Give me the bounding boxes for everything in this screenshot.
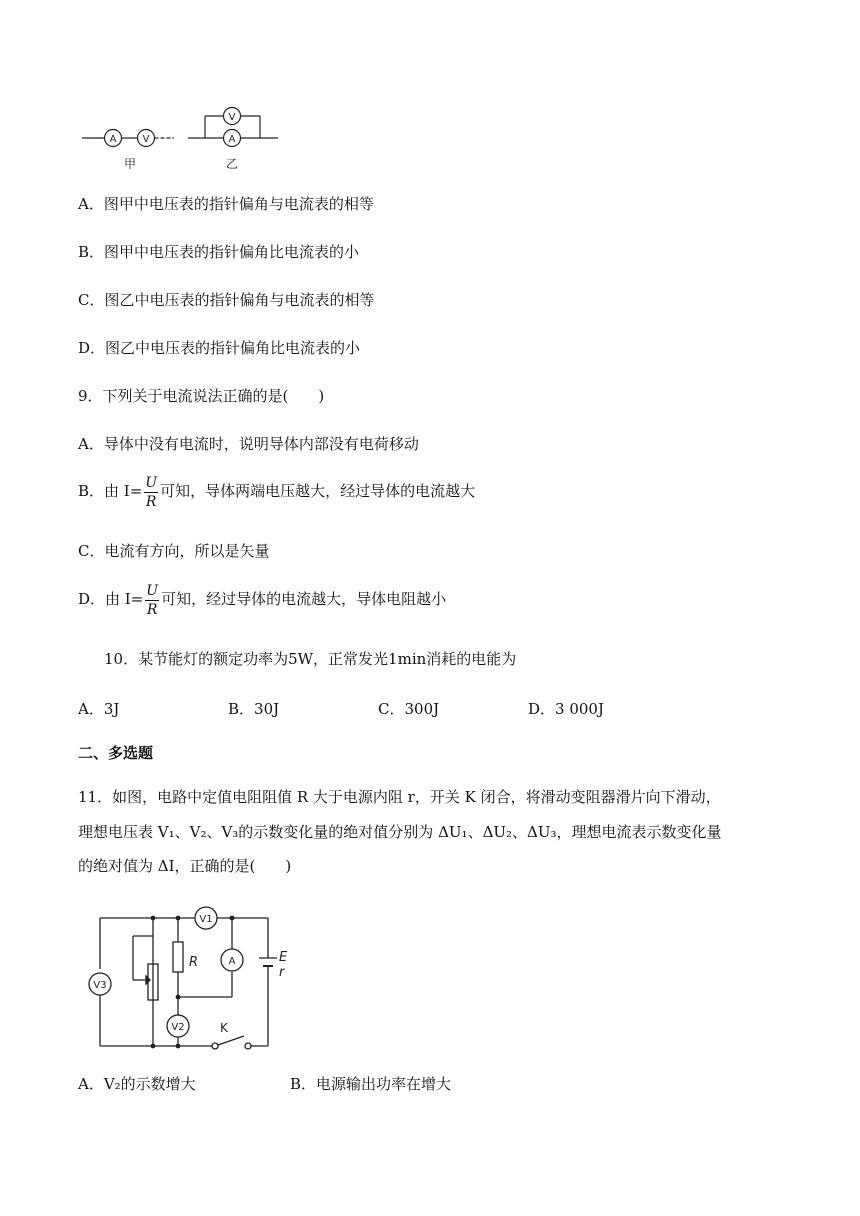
internal-r-label: r [279,965,285,980]
ammeter-label: A [228,956,236,967]
meter-a-label: A [228,134,236,145]
q9-option-b-suffix: 可知，导体两端电压越大，经过导体的电流越大 [160,482,476,500]
label-jia: 甲 [123,157,137,171]
q9-option-b-prefix: B．由 I= [78,482,143,500]
formula-fraction [144,474,158,511]
label-yi: 乙 [225,157,239,171]
figure-circuit [86,904,298,1054]
q9-option-d-prefix: D．由 I= [78,590,144,608]
q8-option-c: C．图乙中电压表的指针偏角与电流表的相等 [78,291,375,309]
fraction-numerator: U [145,474,158,491]
q9-option-d [78,580,446,619]
q9-option-d-suffix: 可知，经过导体的电流越大，导体电阻越小 [161,590,447,608]
q11-option-a: A．V₂的示数增大 [78,1075,196,1093]
q9-option-a: A．导体中没有电流时，说明导体内部没有电荷移动 [78,435,419,453]
fraction-denominator: R [145,493,157,510]
q9-option-c: C．电流有方向，所以是矢量 [78,542,270,560]
q11-option-b: B．电源输出功率在增大 [290,1075,452,1093]
q8-option-a: A．图甲中电压表的指针偏角与电流表的相等 [78,195,374,213]
fraction-numerator: U [146,582,159,599]
q11-stem-line2: 理想电压表 V₁、V₂、V₃的示数变化量的绝对值分别为 ΔU₁、ΔU₂、ΔU₃，理想电流表示数变化量 [78,823,722,841]
v1-meter-label: V1 [199,914,213,925]
figure-meters [78,106,288,172]
q10-option-b: B．30J [228,700,280,718]
q8-option-d: D．图乙中电压表的指针偏角比电流表的小 [78,339,361,357]
q11-stem-line1: 11．如图，电路中定值电阻阻值 R 大于电源内阻 r，开关 K 闭合，将滑动变阻器滑片向下滑动， [78,788,721,806]
q11-stem-line3: 的绝对值为 ΔI，正确的是( ) [78,857,292,875]
v2-meter-label: V2 [171,1022,185,1033]
switch-k-label: K [220,1021,228,1035]
meter-v-label: V [228,112,236,123]
q8-option-b: B．图甲中电压表的指针偏角比电流表的小 [78,243,360,261]
emf-e-label: E [279,950,288,965]
meter-v-label: V [142,134,150,145]
fraction-denominator: R [146,601,158,618]
resistor-r-label: R [189,955,199,970]
q9-option-b [78,472,475,511]
q10-option-c: C．300J [378,700,440,718]
q9-stem: 9．下列关于电流说法正确的是( ) [78,387,325,405]
section-title: 二、多选题 [78,744,154,762]
q10-stem: 10．某节能灯的额定功率为5W，正常发光1min消耗的电能为 [104,650,517,668]
q10-option-d: D．3 000J [528,700,604,718]
q10-option-a: A．3J [78,700,120,718]
v3-meter-label: V3 [93,980,107,991]
formula-fraction [145,582,159,619]
meter-a-label: A [109,134,117,145]
